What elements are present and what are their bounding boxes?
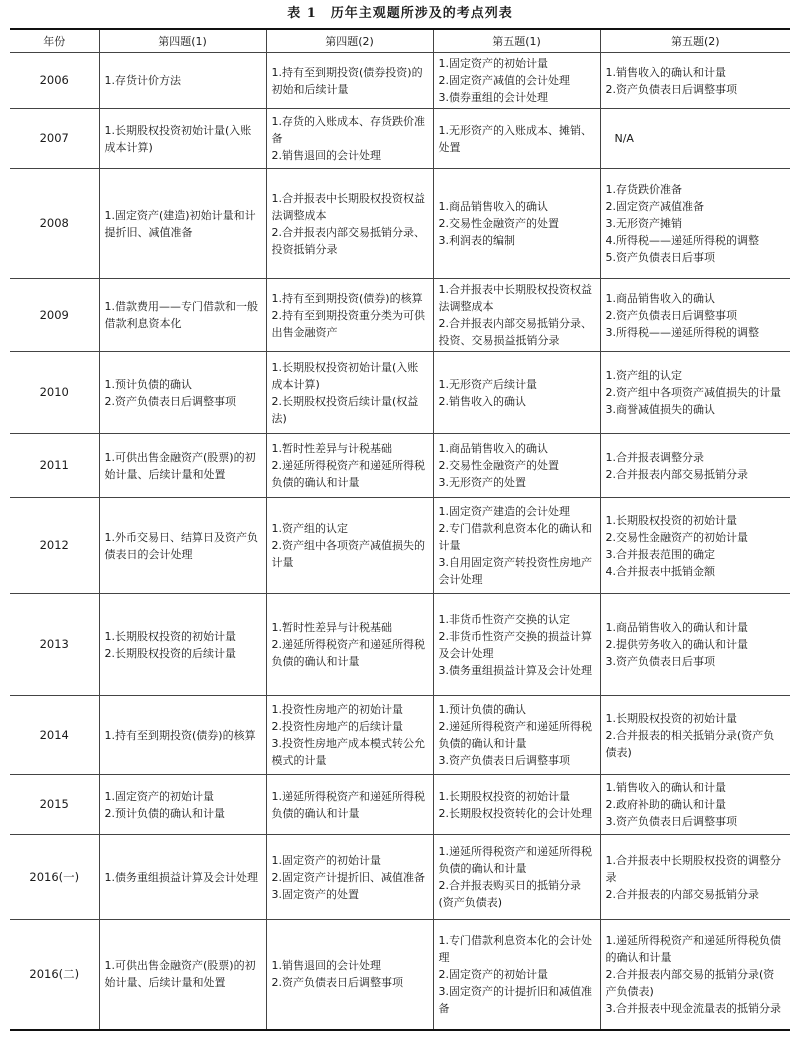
- topic-cell-q5-part1: [433, 775, 600, 835]
- topic-item: 1.暂时性差异与计税基础: [271, 442, 392, 455]
- topic-item: 2.合并报表内部交易抵销分录: [605, 467, 748, 481]
- topic-item: 1.存货计价方法: [104, 74, 181, 87]
- topic-cell-q5-part2: [600, 835, 790, 920]
- topic-item: 1.商品销售收入的确认: [438, 200, 548, 213]
- topic-cell-q4-part1: [99, 920, 266, 1030]
- topic-item: 3.所得税——递延所得税的调整: [605, 325, 759, 339]
- table-row: [10, 169, 790, 279]
- topic-item: 1.固定资产的初始计量: [271, 853, 381, 867]
- topic-item: 2.递延所得税资产和递延所得税负债的确认和计量: [271, 459, 425, 489]
- topic-item: 1.可供出售金融资产(股票)的初始计量、后续计量和处置: [104, 959, 256, 990]
- topic-item: 1.长期股权投资的初始计量: [605, 711, 737, 725]
- year-cell: 2011: [10, 434, 99, 498]
- topic-item: 1.债务重组损益计算及会计处理: [104, 870, 258, 884]
- topic-cell-q5-part2: [600, 696, 790, 775]
- topic-cell-q5-part2: [600, 434, 790, 498]
- exam-topics-table: [10, 28, 790, 1031]
- topic-cell-q5-part1: [433, 169, 600, 279]
- topic-item: 1.长期股权投资初始计量(入账成本计算): [104, 123, 252, 154]
- topic-item: 1.暂时性差异与计税基础: [271, 621, 392, 634]
- topic-item: 1.外币交易日、结算日及资产负债表日的会计处理: [104, 530, 258, 561]
- year-cell: 2010: [10, 352, 99, 434]
- topic-item: 1.无形资产的入账成本、摊销、处置: [438, 123, 592, 154]
- topic-cell-q4-part1: [99, 696, 266, 775]
- topic-item: 1.无形资产后续计量: [438, 377, 537, 391]
- topic-cell-q5-part1: [433, 920, 600, 1030]
- table-row: [10, 498, 790, 594]
- topic-item: 1.长期股权投资的初始计量: [605, 513, 737, 527]
- header-year: 年份: [10, 29, 99, 53]
- topic-item: 2.合并报表购买日的抵销分录(资产负债表): [438, 879, 581, 909]
- topic-item: 2.交易性金融资产的处置: [438, 459, 559, 472]
- table-row: [10, 352, 790, 434]
- topic-item: 2.资产负债表日后调整事项: [605, 82, 737, 96]
- topic-item: 3.无形资产摊销: [605, 217, 682, 230]
- topic-cell-q5-part1: [433, 279, 600, 352]
- topic-cell-q5-part1: [433, 594, 600, 696]
- topic-item: 3.固定资产的计提折旧和减值准备: [438, 984, 592, 1015]
- topic-item: 3.合并报表中现金流量表的抵销分录: [605, 1001, 781, 1015]
- topic-cell-q5-part2: [600, 109, 790, 169]
- topic-item: 2.专门借款利息资本化的确认和计量: [438, 522, 592, 552]
- topic-cell-q5-part2: [600, 53, 790, 109]
- topic-cell-q4-part2: [266, 498, 433, 594]
- header-q4-part1: 第四题(1): [99, 29, 266, 53]
- topic-cell-q4-part1: [99, 352, 266, 434]
- topic-item: 2.投资性房地产的后续计量: [271, 720, 403, 733]
- topic-cell-q4-part1: [99, 498, 266, 594]
- topic-item: 3.资产负债表日后调整事项: [438, 754, 570, 767]
- table-body: [10, 53, 790, 1030]
- topic-item: 2.资产负债表日后调整事项: [104, 394, 236, 408]
- topic-item: 1.长期股权投资的初始计量: [438, 789, 570, 803]
- table-row: [10, 109, 790, 169]
- topic-cell-q5-part1: [433, 498, 600, 594]
- topic-item: 1.固定资产的初始计量: [104, 789, 214, 803]
- topic-item: 1.长期股权投资初始计量(入账成本计算): [271, 360, 419, 391]
- topic-item: 1.资产组的认定: [605, 369, 682, 382]
- topic-item: 2.资产负债表日后调整事项: [605, 308, 737, 322]
- topic-cell-q5-part1: [433, 696, 600, 775]
- topic-item: 1.固定资产建造的会计处理: [438, 505, 570, 518]
- topic-cell-q4-part1: [99, 169, 266, 279]
- topic-item: 1.合并报表中长期股权投资权益法调整成本: [438, 283, 592, 313]
- topic-cell-q4-part2: [266, 352, 433, 434]
- topic-item: 2.递延所得税资产和递延所得税负债的确认和计量: [271, 638, 425, 668]
- topic-item: 1.商品销售收入的确认: [605, 291, 715, 305]
- topic-item: 1.借款费用——专门借款和一般借款利息资本化: [104, 300, 258, 330]
- topic-item: N/A: [614, 132, 634, 145]
- topic-item: 1.非货币性资产交换的认定: [438, 612, 570, 626]
- year-cell: 2008: [10, 169, 99, 279]
- topic-item: 3.自用固定资产转投资性房地产会计处理: [438, 556, 592, 586]
- topic-item: 3.债券重组的会计处理: [438, 91, 548, 104]
- topic-item: 1.递延所得税资产和递延所得税负债的确认和计量: [271, 789, 425, 820]
- topic-item: 2.非货币性资产交换的损益计算及会计处理: [438, 629, 592, 660]
- topic-item: 1.销售退回的会计处理: [271, 959, 381, 973]
- topic-item: 3.投资性房地产成本模式转公允模式的计量: [271, 737, 425, 767]
- topic-item: 3.债务重组损益计算及会计处理: [438, 663, 592, 677]
- topic-item: 2.持有至到期投资重分类为可供出售金融资产: [271, 308, 425, 339]
- topic-cell-q5-part2: [600, 169, 790, 279]
- topic-cell-q5-part1: [433, 53, 600, 109]
- year-cell: 2016(一): [10, 835, 99, 920]
- topic-cell-q5-part2: [600, 775, 790, 835]
- topic-item: 2.政府补助的确认和计量: [605, 798, 726, 811]
- topic-item: 1.销售收入的确认和计量: [605, 781, 726, 794]
- topic-item: 2.固定资产的初始计量: [438, 967, 548, 981]
- table-row: [10, 53, 790, 109]
- topic-item: 2.预计负债的确认和计量: [104, 806, 225, 820]
- topic-item: 1.固定资产(建造)初始计量和计提折旧、减值准备: [104, 208, 256, 239]
- topic-item: 2.资产组中各项资产减值损失的计量: [605, 386, 781, 399]
- topic-cell-q4-part2: [266, 169, 433, 279]
- topic-cell-q4-part2: [266, 920, 433, 1030]
- topic-item: 1.合并报表中长期股权投资权益法调整成本: [271, 191, 425, 222]
- topic-item: 1.递延所得税资产和递延所得税负债的确认和计量: [605, 933, 781, 964]
- topic-item: 2.固定资产计提折旧、减值准备: [271, 870, 425, 884]
- topic-cell-q5-part1: [433, 109, 600, 169]
- topic-cell-q5-part2: [600, 279, 790, 352]
- table-row: [10, 434, 790, 498]
- table-caption: 表 1 历年主观题所涉及的考点列表: [287, 6, 513, 21]
- table-row: [10, 594, 790, 696]
- topic-item: 1.资产组的认定: [271, 522, 348, 535]
- topic-item: 1.投资性房地产的初始计量: [271, 703, 403, 716]
- topic-cell-q4-part2: [266, 434, 433, 498]
- header-q5-part2: 第五题(2): [600, 29, 790, 53]
- topic-item: 1.持有至到期投资(债券投资)的初始和后续计量: [271, 65, 423, 96]
- header-q5-part1: 第五题(1): [433, 29, 600, 53]
- topic-item: 2.交易性金融资产的初始计量: [605, 530, 748, 544]
- topic-item: 1.合并报表中长期股权投资的调整分录: [605, 853, 781, 884]
- year-cell: 2006: [10, 53, 99, 109]
- topic-item: 2.固定资产减值的会计处理: [438, 74, 570, 87]
- topic-item: 2.合并报表的内部交易抵销分录: [605, 887, 759, 901]
- topic-item: 2.递延所得税资产和递延所得税负债的确认和计量: [438, 720, 592, 750]
- topic-item: 1.持有至到期投资(债券)的核算: [104, 728, 256, 742]
- year-cell: 2015: [10, 775, 99, 835]
- topic-item: 1.可供出售金融资产(股票)的初始计量、后续计量和处置: [104, 450, 256, 481]
- table-row: [10, 696, 790, 775]
- table-row: [10, 835, 790, 920]
- topic-item: 1.商品销售收入的确认: [438, 442, 548, 455]
- topic-item: 3.合并报表范围的确定: [605, 547, 715, 561]
- topic-item: 3.资产负债表日后事项: [605, 655, 715, 668]
- topic-cell-q5-part1: [433, 434, 600, 498]
- topic-item: 1.持有至到期投资(债券)的核算: [271, 291, 423, 305]
- topic-cell-q4-part1: [99, 835, 266, 920]
- topic-item: 1.合并报表调整分录: [605, 450, 704, 464]
- topic-item: 2.销售收入的确认: [438, 394, 526, 408]
- topic-item: 3.资产负债表日后调整事项: [605, 815, 737, 828]
- year-cell: 2009: [10, 279, 99, 352]
- topic-item: 1.预计负债的确认: [438, 703, 526, 716]
- topic-item: 2.合并报表内部交易抵销分录、投资抵销分录: [271, 225, 425, 256]
- topic-item: 3.无形资产的处置: [438, 476, 526, 489]
- topic-item: 1.销售收入的确认和计量: [605, 65, 726, 79]
- topic-item: 2.长期股权投资后续计量(权益法): [271, 394, 419, 425]
- topic-cell-q4-part1: [99, 109, 266, 169]
- table-row: [10, 279, 790, 352]
- topic-cell-q5-part1: [433, 352, 600, 434]
- topic-cell-q5-part2: [600, 920, 790, 1030]
- topic-item: 2.资产负债表日后调整事项: [271, 976, 403, 990]
- topic-cell-q5-part2: [600, 498, 790, 594]
- topic-item: 3.利润表的编制: [438, 234, 515, 247]
- topic-item: 2.提供劳务收入的确认和计量: [605, 638, 748, 651]
- topic-item: 2.固定资产减值准备: [605, 200, 704, 213]
- topic-cell-q5-part2: [600, 594, 790, 696]
- topic-item: 5.资产负债表日后事项: [605, 251, 715, 264]
- topic-item: 1.固定资产的初始计量: [438, 57, 548, 70]
- topic-cell-q4-part2: [266, 53, 433, 109]
- topic-cell-q4-part1: [99, 53, 266, 109]
- topic-cell-q4-part1: [99, 279, 266, 352]
- topic-cell-q4-part2: [266, 835, 433, 920]
- topic-item: 1.专门借款利息资本化的会计处理: [438, 933, 592, 964]
- topic-cell-q4-part2: [266, 775, 433, 835]
- topic-item: 4.所得税——递延所得税的调整: [605, 234, 759, 247]
- topic-item: 2.资产组中各项资产减值损失的计量: [271, 539, 425, 569]
- header-row: [10, 29, 790, 53]
- topic-cell-q4-part2: [266, 594, 433, 696]
- topic-item: 1.长期股权投资的初始计量: [104, 629, 236, 643]
- topic-item: 2.长期股权投资的后续计量: [104, 646, 236, 660]
- topic-cell-q4-part2: [266, 109, 433, 169]
- topic-cell-q4-part1: [99, 434, 266, 498]
- year-cell: 2014: [10, 696, 99, 775]
- topic-item: 3.商誉减值损失的确认: [605, 403, 715, 416]
- topic-cell-q4-part1: [99, 594, 266, 696]
- table-row: [10, 775, 790, 835]
- topic-item: 4.合并报表中抵销金额: [605, 564, 715, 578]
- year-cell: 2012: [10, 498, 99, 594]
- topic-item: 1.预计负债的确认: [104, 377, 192, 391]
- topic-item: 1.存货跌价准备: [605, 183, 682, 196]
- topic-item: 2.合并报表内部交易的抵销分录(资产负债表): [605, 967, 775, 998]
- year-cell: 2007: [10, 109, 99, 169]
- topic-item: 3.固定资产的处置: [271, 887, 359, 901]
- topic-item: 2.合并报表的相关抵销分录(资产负债表): [605, 728, 775, 759]
- topic-item: 2.长期股权投资转化的会计处理: [438, 806, 592, 820]
- topic-cell-q5-part1: [433, 835, 600, 920]
- topic-item: 1.递延所得税资产和递延所得税负债的确认和计量: [438, 845, 592, 875]
- topic-cell-q4-part2: [266, 279, 433, 352]
- topic-cell-q5-part2: [600, 352, 790, 434]
- topic-item: 1.存货的入账成本、存货跌价准备: [271, 115, 425, 145]
- topic-cell-q4-part2: [266, 696, 433, 775]
- year-cell: 2013: [10, 594, 99, 696]
- topic-item: 2.销售退回的会计处理: [271, 149, 381, 162]
- header-q4-part2: 第四题(2): [266, 29, 433, 53]
- table-row: [10, 920, 790, 1030]
- topic-item: 1.商品销售收入的确认和计量: [605, 621, 748, 634]
- year-cell: 2016(二): [10, 920, 99, 1030]
- topic-item: 2.交易性金融资产的处置: [438, 217, 559, 230]
- topic-item: 2.合并报表内部交易抵销分录、投资、交易损益抵销分录: [438, 317, 592, 347]
- topic-cell-q4-part1: [99, 775, 266, 835]
